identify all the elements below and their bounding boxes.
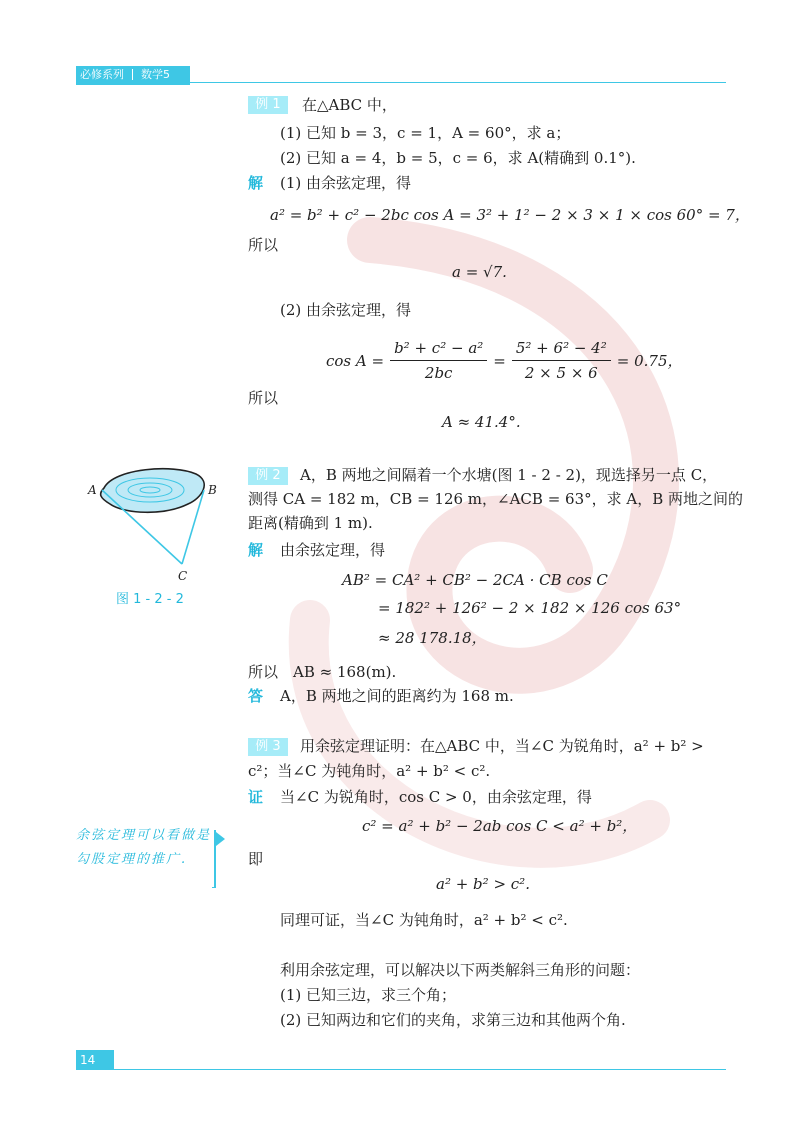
example-2-equation-a: AB² = CA² + CB² − 2CA · CB cos C xyxy=(342,571,608,589)
point-b-label: B xyxy=(208,483,217,497)
example-1-equation-2 xyxy=(326,338,683,383)
example-2-solution-key: 解 xyxy=(248,541,264,559)
example-3-line-1: 用余弦定理证明：在△ABC 中，当∠C 为锐角时，a² + b² > xyxy=(300,737,704,755)
figure-caption: 图 1 - 2 - 2 xyxy=(116,592,184,607)
example-2-equation-b: = 182² + 126² − 2 × 182 × 126 cos 63° xyxy=(378,599,682,617)
eq2-fraction-2-denominator: 2 × 5 × 6 xyxy=(524,364,598,382)
eq2-fraction-1 xyxy=(390,338,487,383)
example-2-label: 例 2 xyxy=(248,467,288,485)
summary-item-2: (2) 已知两边和它们的夹角，求第三边和其他两个角. xyxy=(280,1011,626,1029)
pond-figure xyxy=(84,460,224,586)
example-1-label: 例 1 xyxy=(248,96,288,114)
footer-rule xyxy=(114,1069,726,1070)
example-2-line-3: 距离(精确到 1 m). xyxy=(248,514,373,532)
example-2-so: 所以 AB ≈ 168(m). xyxy=(248,663,397,681)
example-1-prompt: 在△ABC 中， xyxy=(302,96,397,114)
example-1-so-2: 所以 xyxy=(248,389,279,407)
example-1-part1: (1) 已知 b = 3，c = 1，A = 60°，求 a； xyxy=(280,124,571,142)
header-series-tag xyxy=(76,66,190,82)
header-series: 必修系列 xyxy=(80,68,124,81)
example-2-equation-c: ≈ 28 178.18， xyxy=(378,629,487,647)
example-1-equation-1: a² = b² + c² − 2bc cos A = 3² + 1² − 2 × 3 × 1 × cos 60° = 7， xyxy=(270,206,750,224)
example-2-solution: 由余弦定理，得 xyxy=(280,541,386,559)
example-3-proof: 当∠C 为锐角时，cos C > 0，由余弦定理，得 xyxy=(280,788,592,806)
point-c-label: C xyxy=(178,569,188,583)
example-3-line-2: c²；当∠C 为钝角时，a² + b² < c². xyxy=(248,762,491,780)
example-3-label: 例 3 xyxy=(248,738,288,756)
example-1-result-2: A ≈ 41.4°. xyxy=(442,413,521,431)
header-rule-thick xyxy=(76,83,190,85)
eq2-fraction-2-numerator: 5² + 6² − 4² xyxy=(512,338,611,361)
example-3-same: 同理可证，当∠C 为钝角时，a² + b² < c². xyxy=(280,911,568,929)
eq2-result: = 0.75， xyxy=(616,351,683,370)
point-a-label: A xyxy=(88,483,97,497)
example-2-line-1: A，B 两地之间隔着一个水塘(图 1 - 2 - 2)，现选择另一点 C， xyxy=(300,466,718,484)
example-3-so: 即 xyxy=(248,850,264,868)
example-2-answer-key: 答 xyxy=(248,687,264,705)
summary-intro: 利用余弦定理，可以解决以下两类解斜三角形的问题： xyxy=(280,961,641,979)
example-2-answer: A，B 两地之间的距离约为 168 m. xyxy=(280,687,514,705)
page-number: 14 xyxy=(76,1050,114,1070)
example-1-part2: (2) 已知 a = 4，b = 5，c = 6，求 A(精确到 0.1°). xyxy=(280,149,636,167)
example-2-line-2: 测得 CA = 182 m，CB = 126 m，∠ACB = 63°，求 A，B 两地之间的 xyxy=(248,490,744,508)
example-1-so-1: 所以 xyxy=(248,236,279,254)
example-1-result-1: a = √7. xyxy=(452,263,507,281)
header-book: 数学5 xyxy=(141,68,170,81)
eq2-fraction-1-denominator: 2bc xyxy=(424,364,453,382)
example-3-equation-1: c² = a² + b² − 2ab cos C < a² + b²， xyxy=(362,817,638,835)
example-1-solution-key: 解 xyxy=(248,174,264,192)
eq2-lhs: cos A = xyxy=(326,351,385,370)
eq2-equals: = xyxy=(493,351,506,370)
eq2-fraction-1-numerator: b² + c² − a² xyxy=(390,338,487,361)
side-note-bracket xyxy=(212,830,226,888)
side-note: 余弦定理可以看做是勾股定理的推广. xyxy=(76,828,212,867)
example-1-solution-2: (2) 由余弦定理，得 xyxy=(280,301,412,319)
summary-item-1: (1) 已知三边，求三个角； xyxy=(280,986,457,1004)
eq2-fraction-2 xyxy=(512,338,611,383)
example-1-solution-1: (1) 由余弦定理，得 xyxy=(280,174,412,192)
example-3-proof-key: 证 xyxy=(248,788,264,806)
header-separator xyxy=(132,69,133,80)
example-3-equation-2: a² + b² > c². xyxy=(436,875,530,893)
